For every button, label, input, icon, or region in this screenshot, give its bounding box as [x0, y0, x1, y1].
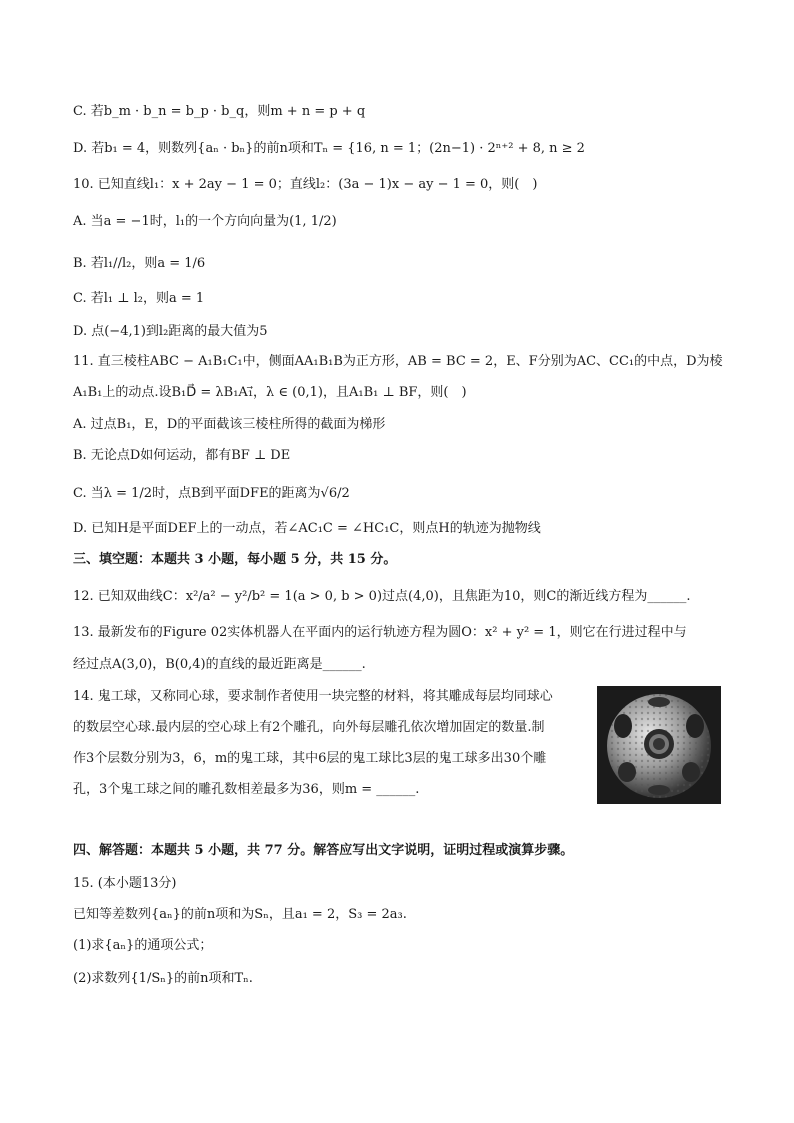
option-11a: A. 过点B₁，E，D的平面截该三棱柱所得的截面为梯形 [73, 417, 386, 432]
question-14-line4: 孔，3个鬼工球之间的雕孔数相差最多为36，则m = ______. [73, 782, 420, 797]
ghost-ball-image [597, 686, 721, 804]
option-10c: C. 若l₁ ⊥ l₂，则a = 1 [73, 291, 205, 306]
option-9d: D. 若b₁ = 4，则数列{aₙ · bₙ}的前n项和Tₙ = {16, n = 1；(2n−1) · 2ⁿ⁺² + 8, n ≥ 2 [73, 141, 585, 156]
question-11-line1: 11. 直三棱柱ABC − A₁B₁C₁中，侧面AA₁B₁B为正方形，AB = BC = 2，E、F分别为AC、CC₁的中点，D为棱 [73, 354, 723, 369]
ghost-ball-photo [597, 686, 721, 804]
option-10b: B. 若l₁//l₂，则a = 1/6 [73, 256, 206, 271]
question-10: 10. 已知直线l₁：x + 2ay − 1 = 0；直线l₂：(3a − 1)x − ay − 1 = 0，则( ) [73, 177, 538, 192]
question-14-line3: 作3个层数分别为3，6，m的鬼工球，其中6层的鬼工球比3层的鬼工球多出30个雕 [73, 751, 547, 766]
question-15-stem: 已知等差数列{aₙ}的前n项和为Sₙ，且a₁ = 2，S₃ = 2a₃. [73, 907, 407, 922]
section-answer: 四、解答题：本题共 5 小题，共 77 分。解答应写出文字说明，证明过程或演算步骤。 [73, 843, 574, 858]
question-13-line1: 13. 最新发布的Figure 02实体机器人在平面内的运行轨迹方程为圆O：x² + y² = 1，则它在行进过程中与 [73, 625, 687, 640]
option-11c: C. 当λ = 1/2时，点B到平面DFE的距离为√6/2 [73, 486, 350, 501]
question-12: 12. 已知双曲线C：x²/a² − y²/b² = 1(a > 0, b > 0)过点(4,0)，且焦距为10，则C的渐近线方程为______. [73, 589, 691, 604]
option-11b: B. 无论点D如何运动，都有BF ⊥ DE [73, 448, 291, 463]
question-11-line2: A₁B₁上的动点.设B₁D⃗ = λB₁A₁⃗，λ ∈ (0,1)，且A₁B₁ ⊥ BF，则( ) [73, 385, 467, 400]
section-fill-blank: 三、填空题：本题共 3 小题，每小题 5 分，共 15 分。 [73, 552, 397, 567]
question-15-part2: (2)求数列{1/Sₙ}的前n项和Tₙ. [73, 971, 253, 986]
option-10a: A. 当a = −1时，l₁的一个方向向量为(1, 1/2) [73, 214, 337, 229]
question-14-line2: 的数层空心球.最内层的空心球上有2个雕孔，向外每层雕孔依次增加固定的数量.制 [73, 720, 545, 735]
question-13-line2: 经过点A(3,0)，B(0,4)的直线的最近距离是______. [73, 657, 366, 672]
option-9c: C. 若b_m · b_n = b_p · b_q，则m + n = p + q [73, 104, 366, 119]
option-11d: D. 已知H是平面DEF上的一动点，若∠AC₁C = ∠HC₁C，则点H的轨迹为抛物线 [73, 521, 541, 536]
question-14-line1: 14. 鬼工球，又称同心球，要求制作者使用一块完整的材料，将其雕成每层均同球心 [73, 689, 553, 704]
question-15-part1: (1)求{aₙ}的通项公式； [73, 938, 213, 953]
option-10d: D. 点(−4,1)到l₂距离的最大值为5 [73, 324, 268, 339]
question-15-header: 15. (本小题13分) [73, 876, 177, 891]
